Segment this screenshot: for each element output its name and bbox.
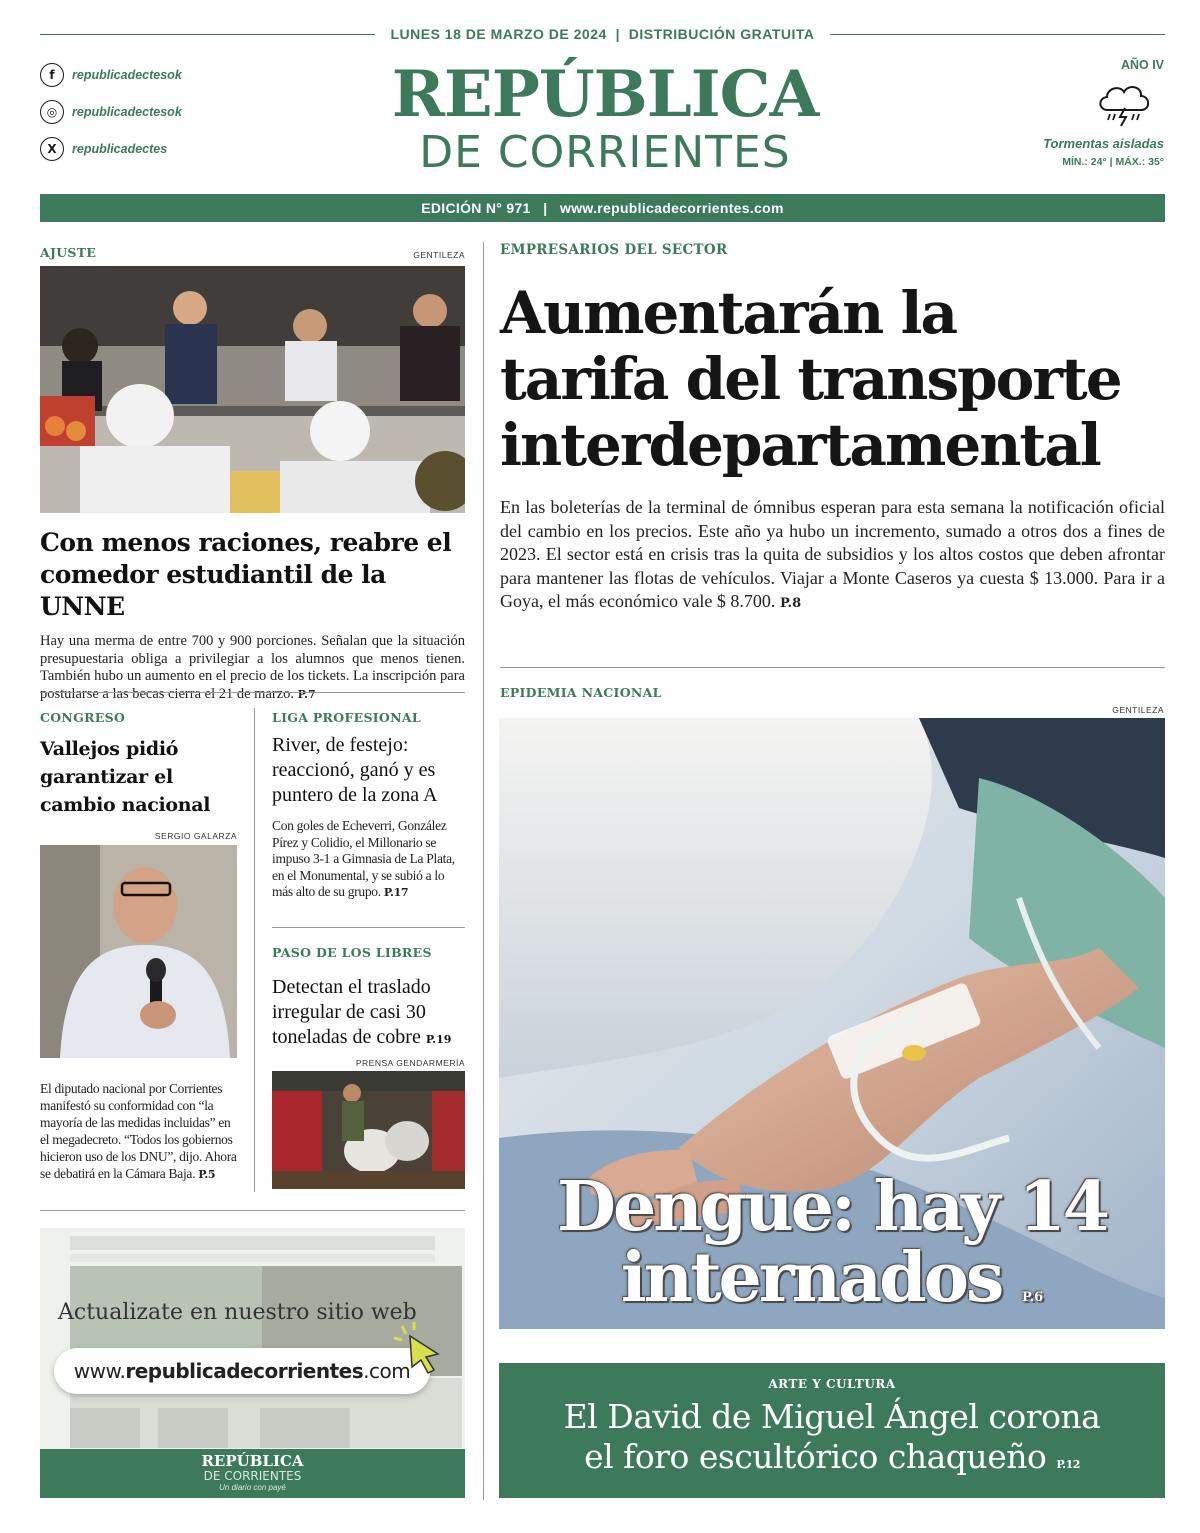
article-liga — [272, 710, 465, 902]
edition-bar — [40, 194, 1165, 222]
headline-dengue[interactable]: Dengue: hay 14 internados P.6 — [556, 1167, 1107, 1318]
social-links — [40, 62, 182, 173]
instagram-icon: ◎ — [40, 100, 64, 124]
photo-credit: PRENSA GENDARMERÍA — [355, 1058, 465, 1068]
website-link[interactable]: www.republicadecorrientes.com — [560, 200, 784, 216]
separator: | — [611, 26, 625, 42]
photo-credit: GENTILEZA — [1112, 705, 1164, 715]
page-ref[interactable]: P.5 — [198, 1168, 216, 1181]
kicker-ajuste: AJUSTE — [40, 245, 97, 260]
masthead-line2: DE CORRIENTES — [419, 127, 791, 178]
headline-transporte[interactable]: Aumentarán la tarifa del transporte interdepartamental — [500, 279, 1121, 479]
page-ref[interactable]: P.7 — [297, 687, 316, 701]
body-unne: Hay una merma de entre 700 y 900 porciones. Señalan que la situación presupuestaria obliga a privilegiar a los alumnos que menos tienen. También hubo un aumento en el precio de los tickets. La inscripción para postularse a las becas cierra el 21 de marzo. P.7 — [40, 633, 465, 702]
divider-left-1 — [40, 692, 465, 693]
separator: | — [534, 200, 556, 216]
page-ref[interactable]: P.6 — [1021, 1290, 1044, 1305]
promo-footer — [40, 1449, 465, 1498]
left-column — [40, 240, 465, 703]
body-liga: Con goles de Echeverri, González Pírez y Colidio, el Millonario se impuso 3-1 a Gimnasia de La Plata, en el Monumental, y se subió a lo más alto de su grupo. P.17 — [272, 818, 455, 899]
kicker-libres: PASO DE LOS LIBRES — [272, 945, 432, 960]
storm-cloud-icon — [1094, 80, 1154, 128]
kicker-dengue: EPIDEMIA NACIONAL — [500, 685, 662, 700]
social-x[interactable] — [40, 136, 182, 162]
social-handle: republicadectesok — [72, 105, 182, 119]
edition-number: EDICIÓN N° 971 — [421, 200, 531, 216]
promo-url-pill[interactable]: www.republicadecorrientes.com — [54, 1348, 430, 1394]
right-column — [500, 240, 1165, 616]
promo-logo-line1: REPÚBLICA — [201, 1452, 304, 1470]
divider-liga — [272, 927, 465, 928]
truck-illustration — [272, 1071, 465, 1189]
distribution-text: DISTRIBUCIÓN GRATUITA — [628, 26, 815, 42]
weather-temps: MÍN.: 24° | MÁX.: 35° — [1062, 156, 1164, 168]
masthead-logo[interactable] — [390, 57, 820, 178]
headline-arte: El David de Miguel Ángel corona el foro escultórico chaqueño P.12 — [563, 1397, 1101, 1476]
top-date-line — [40, 26, 1165, 42]
headline-libres[interactable]: Detectan el traslado irregular de casi 30 toneladas de cobre P.19 — [272, 976, 452, 1048]
social-instagram[interactable] — [40, 99, 182, 125]
page-ref[interactable]: P.8 — [779, 596, 802, 611]
divider-vertical-left — [254, 708, 255, 1192]
page-ref[interactable]: P.12 — [1056, 1458, 1080, 1471]
truck-photo — [272, 1071, 465, 1189]
year-label: AÑO IV — [1120, 58, 1164, 72]
facebook-icon: f — [40, 63, 64, 87]
social-facebook[interactable] — [40, 62, 182, 88]
portrait-illustration — [40, 845, 237, 1058]
promo-tagline: Un diario con payé — [219, 1483, 286, 1492]
headline-congreso[interactable]: Vallejos pidió garantizar el cambio nacional — [40, 738, 211, 816]
divider-left-2 — [40, 1210, 465, 1211]
social-handle: republicadectesok — [72, 68, 182, 82]
page-ref[interactable]: P.19 — [425, 1033, 452, 1046]
vallejos-photo — [40, 845, 237, 1058]
masthead-line1: REPÚBLICA — [391, 57, 819, 132]
dengue-photo[interactable] — [499, 718, 1165, 1329]
headline-liga[interactable]: River, de festejo: reaccionó, ganó y es puntero de la zona A — [272, 734, 438, 806]
arte-cultura-box[interactable] — [499, 1363, 1165, 1498]
top-rule-right — [830, 34, 1165, 35]
kicker-liga: LIGA PROFESIONAL — [272, 710, 421, 725]
divider-vertical-center — [483, 242, 484, 1500]
date-text: LUNES 18 DE MARZO DE 2024 — [390, 26, 607, 42]
body-transporte: En las boleterías de la terminal de ómnibus esperan para esta semana la notificación oficial del cambio en los precios. Este año ya hubo un incremento, sumado a otros dos a fines de 2023. El sector está en crisis tras la quita de subsidios y los altos costos que deben afrontar para mantener las flotas de vehículos. Viajar a Monte Caseros ya cuesta $ 13.000. Para ir a Goya, el más económico vale $ 8.700. P.8 — [500, 497, 1165, 611]
page-ref[interactable]: P.17 — [383, 886, 409, 899]
article-libres — [272, 945, 465, 1189]
kicker-congreso: CONGRESO — [40, 710, 126, 725]
promo-logo-line2: DE CORRIENTES — [203, 1469, 302, 1483]
weather-box — [1024, 58, 1164, 168]
weather-description: Tormentas aisladas — [1043, 136, 1164, 151]
photo-credit: GENTILEZA — [413, 250, 465, 260]
body-congreso: El diputado nacional por Corrientes manifestó su conformidad con “la mayoría de las medidas incluidas” en el megadecreto. “Todos los gobiernos hicieron uso de los DNU”, dijo. Ahora se debatirá en la Cámara Baja. P.5 — [40, 1081, 237, 1181]
headline-unne[interactable]: Con menos raciones, reabre el comedor estudiantil de la UNNE — [40, 528, 452, 621]
cursor-click-icon — [392, 1320, 448, 1376]
social-handle: republicadectes — [72, 142, 168, 156]
cafeteria-illustration — [40, 266, 465, 513]
x-icon: X — [40, 137, 64, 161]
photo-credit: SERGIO GALARZA — [154, 831, 237, 841]
divider-right-1 — [500, 667, 1165, 668]
cafeteria-photo — [40, 266, 465, 513]
kicker-transporte: EMPRESARIOS DEL SECTOR — [500, 242, 728, 258]
kicker-arte: ARTE Y CULTURA — [768, 1377, 896, 1391]
website-promo[interactable] — [40, 1228, 465, 1498]
article-congreso — [40, 710, 237, 1183]
promo-text: Actualizate en nuestro sitio web — [58, 1300, 417, 1325]
